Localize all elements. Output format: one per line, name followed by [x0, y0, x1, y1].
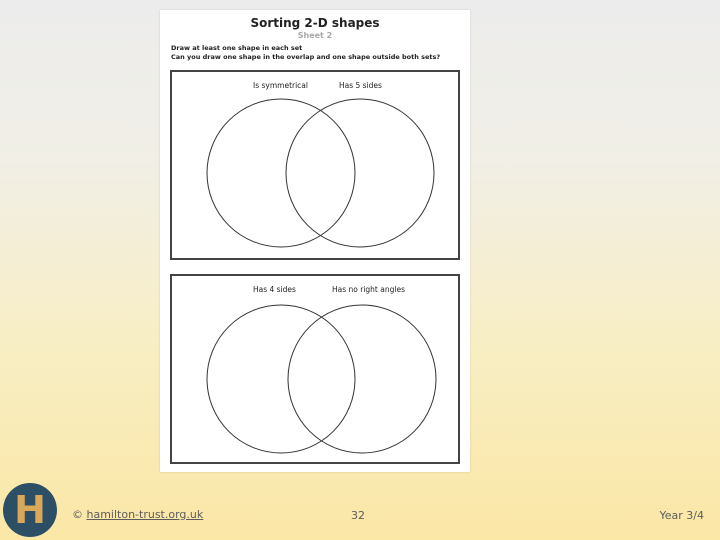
venn-set-label-a: Is symmetrical	[253, 81, 308, 90]
venn-set-label-b: Has 5 sides	[339, 81, 382, 90]
copyright-symbol: ©	[72, 508, 83, 521]
worksheet-subtitle: Sheet 2	[297, 31, 333, 40]
venn-set-label-b: Has no right angles	[332, 285, 405, 294]
instruction-line-1: Draw at least one shape in each set	[171, 44, 303, 52]
page-number: 32	[351, 509, 365, 522]
worksheet-title: Sorting 2-D shapes	[250, 16, 380, 30]
venn-circles	[172, 276, 458, 462]
logo-letter: H	[14, 488, 46, 532]
venn-set-label-a: Has 4 sides	[253, 285, 296, 294]
venn-circle-a	[207, 305, 355, 453]
instruction-line-2: Can you draw one shape in the overlap and one shape outside both sets?	[171, 53, 441, 61]
venn-circle-b	[288, 305, 436, 453]
copyright-link[interactable]: hamilton-trust.org.uk	[86, 508, 204, 521]
copyright-notice	[72, 508, 203, 521]
venn-diagram-2	[170, 274, 460, 464]
venn-diagram-1	[170, 70, 460, 260]
hamilton-logo-icon	[3, 483, 57, 537]
venn-circle-a	[207, 99, 355, 247]
venn-circles	[172, 72, 458, 258]
year-label: Year 3/4	[659, 509, 704, 522]
venn-circle-b	[286, 99, 434, 247]
worksheet-page	[160, 10, 470, 472]
